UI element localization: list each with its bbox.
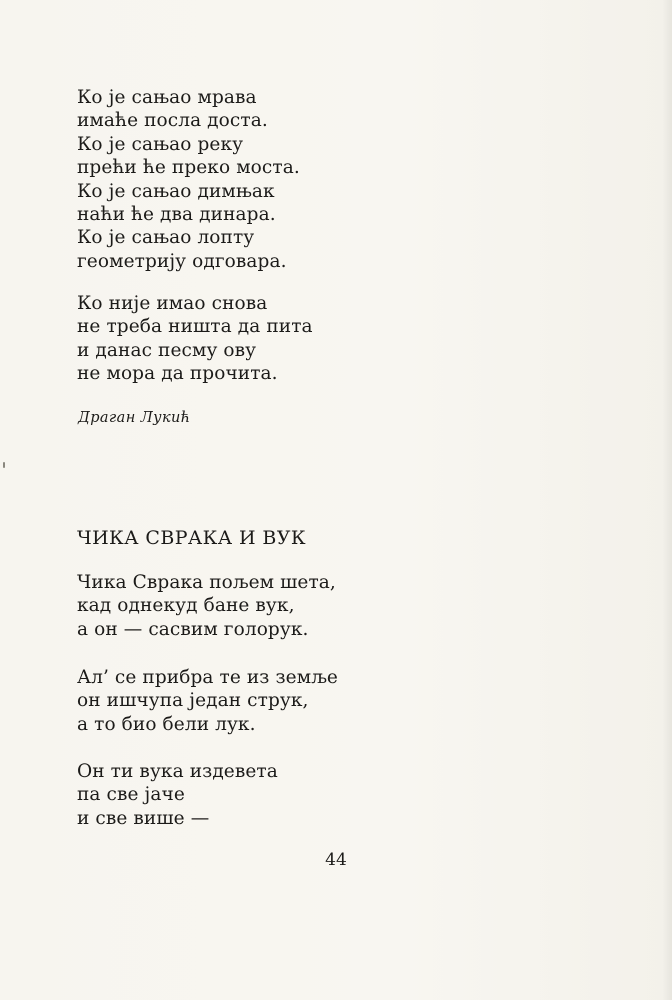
poem-two-stanza-1 bbox=[77, 571, 336, 641]
poem-line: не треба ништа да пита bbox=[77, 316, 313, 338]
poem-two-title: ЧИКА СВРАКА И ВУК bbox=[77, 527, 307, 549]
poem-line: а то био бели лук. bbox=[77, 713, 256, 735]
poem-line: Ко је сањао мрава bbox=[77, 87, 257, 108]
page-number: 44 bbox=[325, 850, 347, 870]
poem-line: прећи ће преко моста. bbox=[77, 157, 300, 179]
poem-line: и данас песму ову bbox=[77, 339, 257, 361]
poem-one-author: Драган Лукић bbox=[78, 410, 191, 426]
poem-line: Ко је сањао лопту bbox=[77, 227, 255, 249]
poem-line: наћи ће два динара. bbox=[77, 204, 276, 226]
poem-line: Ко је сањао реку bbox=[77, 133, 244, 155]
poem-line: Ко није имао снова bbox=[77, 293, 268, 314]
poem-line: не мора да прочита. bbox=[77, 363, 278, 385]
poem-two-stanza-2 bbox=[77, 666, 338, 736]
poem-line: он ишчупа један струк, bbox=[77, 690, 309, 712]
poem-line: имаће посла доста. bbox=[77, 110, 268, 132]
poem-line: Ко је сањао димњак bbox=[77, 180, 275, 202]
poem-line: кад однекуд бане вук, bbox=[77, 595, 295, 617]
poem-one-stanza-2 bbox=[77, 292, 313, 386]
page-edge-shadow bbox=[662, 0, 672, 1000]
margin-mark bbox=[3, 462, 5, 468]
poem-line: Чика Сврака пољем шета, bbox=[77, 572, 336, 593]
poem-line: а он — сасвим голорук. bbox=[77, 618, 309, 640]
poem-line: и све више — bbox=[77, 807, 210, 829]
poem-one-stanza-1 bbox=[77, 86, 300, 273]
poem-line: па све јаче bbox=[77, 784, 185, 806]
poem-line: Ал’ се прибра те из земље bbox=[77, 667, 338, 688]
poem-two-stanza-3 bbox=[77, 760, 278, 830]
poem-line: Он ти вука издевета bbox=[77, 761, 278, 782]
poem-line: геометрију одговара. bbox=[77, 250, 287, 272]
